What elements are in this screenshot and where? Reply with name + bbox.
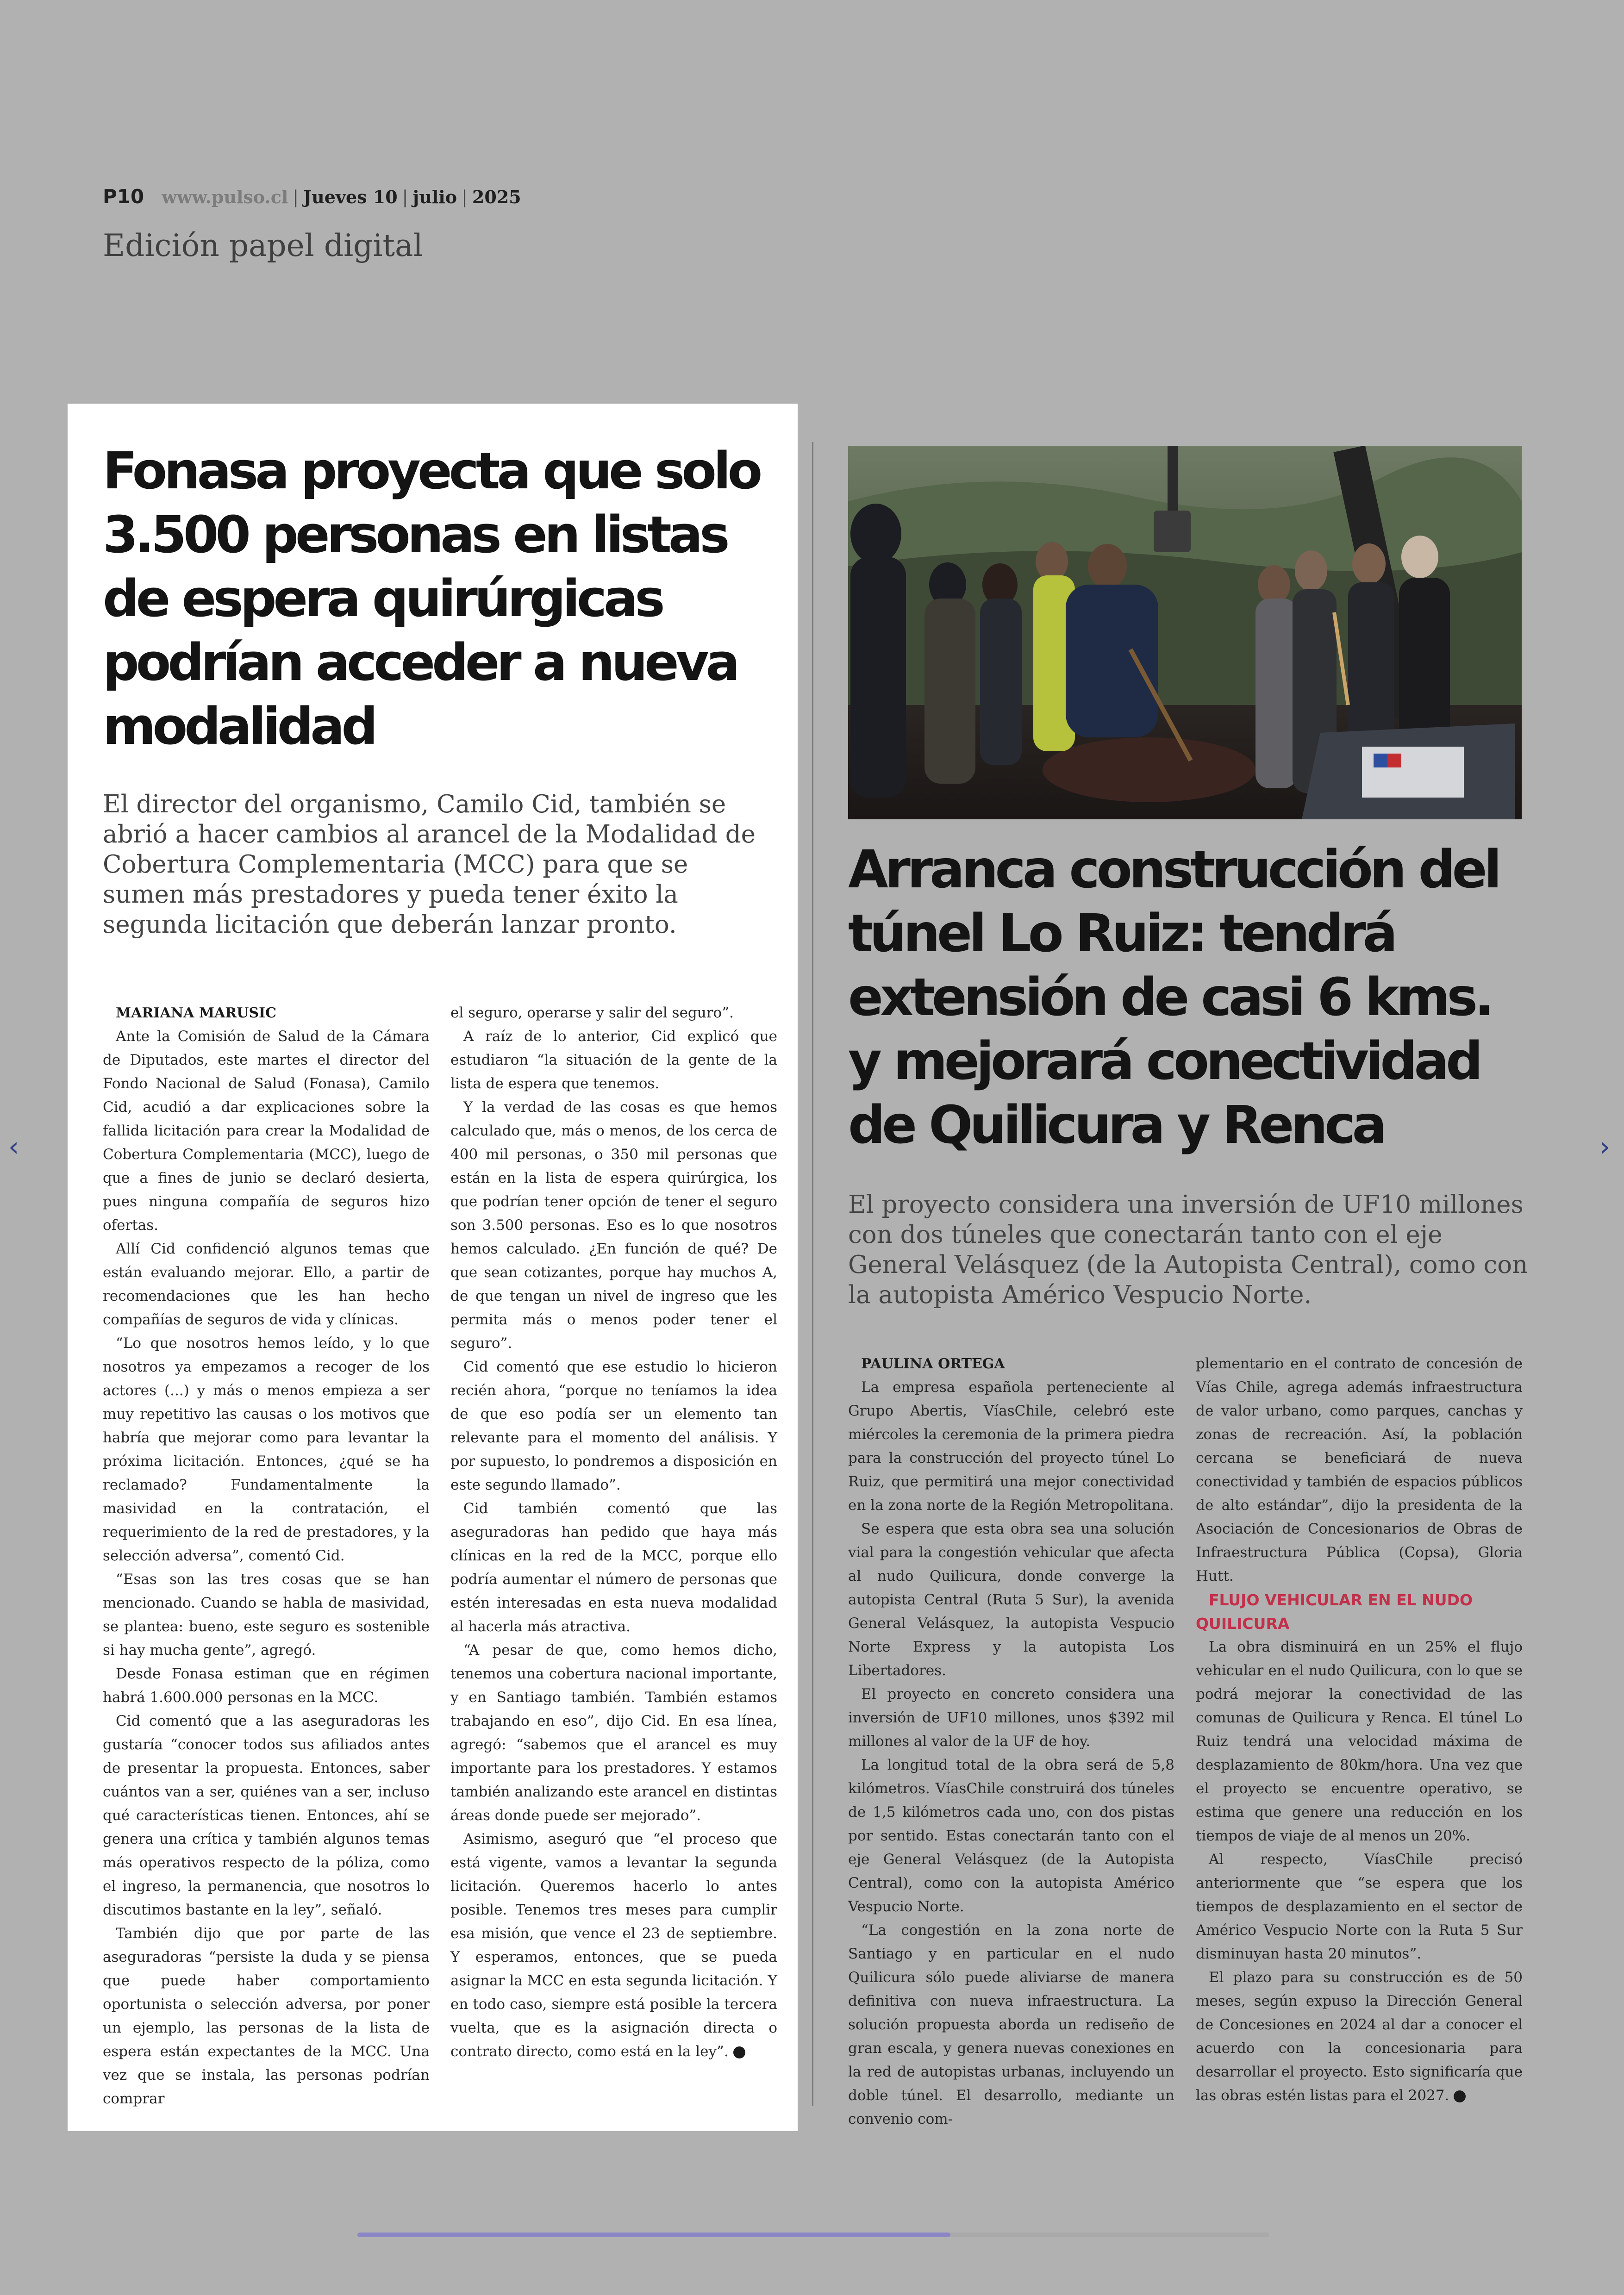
paragraph: Al respecto, VíasChile precisó anteriormente que “se espera que los tiempos de desplazamiento en el sector de Américo Vespucio Norte con la Ruta 5 Sur disminuyan hasta 20 minutos”. xyxy=(1196,1851,1523,1962)
header-month: julio xyxy=(412,187,457,207)
page-number: P10 xyxy=(103,185,144,208)
paragraph-text: El plazo para su construcción es de 50 meses, según expuso la Dirección General de Concesiones en 2024 al dar a conocer el acuerdo con la concesionaria para desarrollar el proyecto. Esto significaría que las obras estén listas para el 2027. xyxy=(1196,1969,1523,2104)
next-page-button[interactable] xyxy=(1599,1130,1610,1163)
chevron-right-icon: › xyxy=(1599,1131,1611,1162)
paragraph: Cid también comentó que las aseguradoras han pedido que haya más clínicas en la red de la MCC, porque ello podría aumentar el número de personas que estén interesadas en esta nueva modalidad al hacerla más atractiva. xyxy=(450,1500,777,1635)
paragraph: Se espera que esta obra sea una solución vial para la congestión vehicular que afecta al nudo Quilicura, donde converge la autopista Central (Ruta 5 Sur), la avenida General Velásquez, la autopista Vespucio Norte Express y la autopista Los Libertadores. xyxy=(848,1521,1174,1679)
header-day: Jueves 10 xyxy=(303,187,398,207)
right-article-column-2 xyxy=(1196,1352,1523,2108)
article-photo xyxy=(848,446,1522,819)
edition-label: Edición papel digital xyxy=(103,228,423,263)
paragraph: “Lo que nosotros hemos leído, y lo que nosotros ya empezamos a recoger de los actores (...) y más o menos empieza a ser muy repetitivo las causas o los motivos que habría que mejorar como para levantar la próxima licitación. Entonces, ¿qué se ha reclamado? Fundamentalmente la masividad en la contratación, el requerimiento de la red de prestadores, y la selección adversa”, comentó Cid. xyxy=(103,1335,430,1564)
header-separator: | xyxy=(462,187,468,207)
paragraph-continued: plementario en el contrato de concesión de Vías Chile, agrega además infraestructura de valor urbano, como parques, canchas y zonas de recreación. Así, la población cercana se beneficiará de nueva conectividad y también de espacios públicos de alto estándar”, dijo la presidenta de la Asociación de Concesionarios de Obras de Infraestructura Pública (Copsa), Gloria Hutt. xyxy=(1196,1355,1523,1584)
right-article-subhead: FLUJO VEHICULAR EN EL NUDO QUILICURA xyxy=(1196,1591,1473,1633)
paragraph: Y la verdad de las cosas es que hemos calculado que, más o menos, de los cerca de 400 mil personas, o 350 mil personas que están en la lista de espera quirúrgica, los que podrían tener opción de tener el seguro son 3.500 personas. Eso es lo que nosotros hemos calculado. ¿En función de qué? De que sean cotizantes, porque hay muchos A, de que tengan un nivel de ingreso que les permita más o menos poder tener el seguro”. xyxy=(450,1099,777,1352)
paragraph: Allí Cid confidenció algunos temas que están evaluando mejorar. Ello, a partir de recomendaciones que les han hecho compañías de seguros de vida y clínicas. xyxy=(103,1241,430,1328)
paragraph: Cid comentó que ese estudio lo hicieron recién ahora, “porque no teníamos la idea de que eso podía ser un elemento tan relevante para el momento del análisis. Y por supuesto, lo pondremos a disposición en este segundo llamado”. xyxy=(450,1359,777,1493)
paragraph-final xyxy=(450,1827,777,2064)
paragraph: “Esas son las tres cosas que se han mencionado. Cuando se habla de masividad, se plantea: bueno, este seguro es sostenible si hay mucha gente”, agregó. xyxy=(103,1571,430,1659)
header-separator: | xyxy=(402,187,408,207)
paragraph-continued: el seguro, operarse y salir del seguro”. xyxy=(450,1004,734,1021)
page-scrollbar[interactable] xyxy=(357,2233,1269,2237)
paragraph: “La congestión en la zona norte de Santiago y en particular en el nudo Quilicura sólo puede aliviarse de manera definitiva con nueva infraestructura. La solución propuesta aborda un rediseño de gran escala, y genera nuevas conexiones en la red de autopistas urbanas, incluyendo un doble túnel. El desarrollo, mediante un convenio com- xyxy=(848,1922,1174,2127)
paragraph: El proyecto en concreto considera una inversión de UF10 millones, unos $392 mil millones al valor de la UF de hoy. xyxy=(848,1686,1174,1750)
left-article-column-1 xyxy=(103,1001,430,2111)
paragraph-final xyxy=(1196,1966,1523,2108)
left-article-headline: Fonasa proyecta que solo 3.500 personas en listas de espera quirúrgicas podrían acceder a nueva modalidad xyxy=(103,441,760,756)
paragraph: Cid comentó que a las aseguradoras les gustaría “conocer todos sus afiliados antes de presentar la propuesta. Entonces, saber cuántos van a ser, quiénes van a ser, incluso qué características tienen. Entonces, ahí se genera una crítica y también algunos temas más operativos respecto de la póliza, como el ingreso, la permanencia, que nosotros lo discutimos bastante en la ley”, señaló. xyxy=(103,1713,430,1918)
paragraph: Ante la Comisión de Salud de la Cámara de Diputados, este martes el director del Fondo Nacional de Salud (Fonasa), Camilo Cid, acudió a dar explicaciones sobre la fallida licitación para crear la Modalidad de Cobertura Complementaria (MCC), luego de que a fines de junio se declaró desierta, pues ninguna compañía de seguros hizo ofertas. xyxy=(103,1028,430,1234)
scrollbar-thumb[interactable] xyxy=(357,2233,950,2237)
paragraph-text: Asimismo, aseguró que “el proceso que está vigente, vamos a levantar la segunda licitación. Queremos hacerlo lo antes posible. Tenemos tres meses para cumplir esa misión, que vence el 23 de septiembre. Y esperamos, entonces, que se pueda asignar la MCC en esta segunda licitación. Y en todo caso, siempre está posible la tercera vuelta, que es la asignación directa o contrato directo, como está en la ley”. xyxy=(450,1831,777,2060)
paragraph: La empresa española perteneciente al Grupo Abertis, VíasChile, celebró este miércoles la ceremonia de la primera piedra para la construcción del proyecto túnel Lo Ruiz, que permitirá una mejor conectividad en la zona norte de la Región Metropolitana. xyxy=(848,1379,1174,1514)
header-year: 2025 xyxy=(472,187,521,207)
left-article-column-2 xyxy=(450,1001,777,2064)
page-header xyxy=(103,185,521,208)
paragraph: A raíz de lo anterior, Cid explicó que estudiaron “la situación de la gente de la lista de espera que tenemos. xyxy=(450,1028,777,1092)
right-article-headline: Arranca construcción del túnel Lo Ruiz: tendrá extensión de casi 6 kms. y mejorará conectividad de Quilicura y Renca xyxy=(848,840,1499,1155)
paragraph: La longitud total de la obra será de 5,8 kilómetros. VíasChile construirá dos túneles de 1,5 kilómetros cada uno, con dos pistas por sentido. Estas conectarán tanto con el eje General Velásquez (de la Autopista Central), como con la autopista Américo Vespucio Norte. xyxy=(848,1757,1174,1915)
previous-page-button[interactable] xyxy=(8,1130,19,1163)
right-article-column-1 xyxy=(848,1352,1174,2131)
groundbreaking-ceremony-photo xyxy=(848,446,1522,819)
paragraph: La obra disminuirá en un 25% el flujo vehicular en el nudo Quilicura, con lo que se podrá mejorar la conectividad de las comunas de Quilicura y Renca. El túnel Lo Ruiz tendrá una velocidad máxima de desplazamiento de 80km/hora. Una vez que el proyecto se encuentre operativo, se estima que genere una reducción en los tiempos de viaje de al menos un 20%. xyxy=(1196,1639,1523,1844)
right-article-deck: El proyecto considera una inversión de UF10 millones con dos túneles que conectarán tanto con el eje General Velásquez (de la Autopista Central), como con la autopista Américo Vespucio Norte. xyxy=(848,1191,1528,1309)
chevron-left-icon: ‹ xyxy=(8,1131,19,1162)
paragraph: También dijo que por parte de las aseguradoras “persiste la duda y se piensa que puede haber comportamiento oportunista o selección adversa, por poner un ejemplo, las personas de la lista de espera están expectantes de la MCC. Una vez que se instala, las personas podrían comprar xyxy=(103,1925,430,2107)
paragraph: “A pesar de que, como hemos dicho, tenemos una cobertura nacional importante, y en Santiago también. También estamos trabajando en eso”, dijo Cid. En esa línea, agregó: “sabemos que el arancel es muy importante para los prestadores. Y estamos también analizando este arancel en distintas áreas donde puede ser mejorado”. xyxy=(450,1642,777,1824)
left-article-byline: MARIANA MARUSIC xyxy=(116,1005,277,1021)
right-article-byline: PAULINA ORTEGA xyxy=(861,1356,1005,1372)
end-mark-icon xyxy=(733,2046,745,2058)
site-url: www.pulso.cl xyxy=(162,187,288,207)
column-divider xyxy=(812,442,813,2106)
header-separator: | xyxy=(293,187,299,207)
left-article-deck: El director del organismo, Camilo Cid, también se abrió a hacer cambios al arancel de la Modalidad de Cobertura Complementaria (MCC) para que se sumen más prestadores y pueda tener éxito la segunda licitación que deberán lanzar pronto. xyxy=(103,790,756,939)
paragraph: Desde Fonasa estiman que en régimen habrá 1.600.000 personas en la MCC. xyxy=(103,1665,430,1706)
end-mark-icon xyxy=(1454,2090,1466,2102)
